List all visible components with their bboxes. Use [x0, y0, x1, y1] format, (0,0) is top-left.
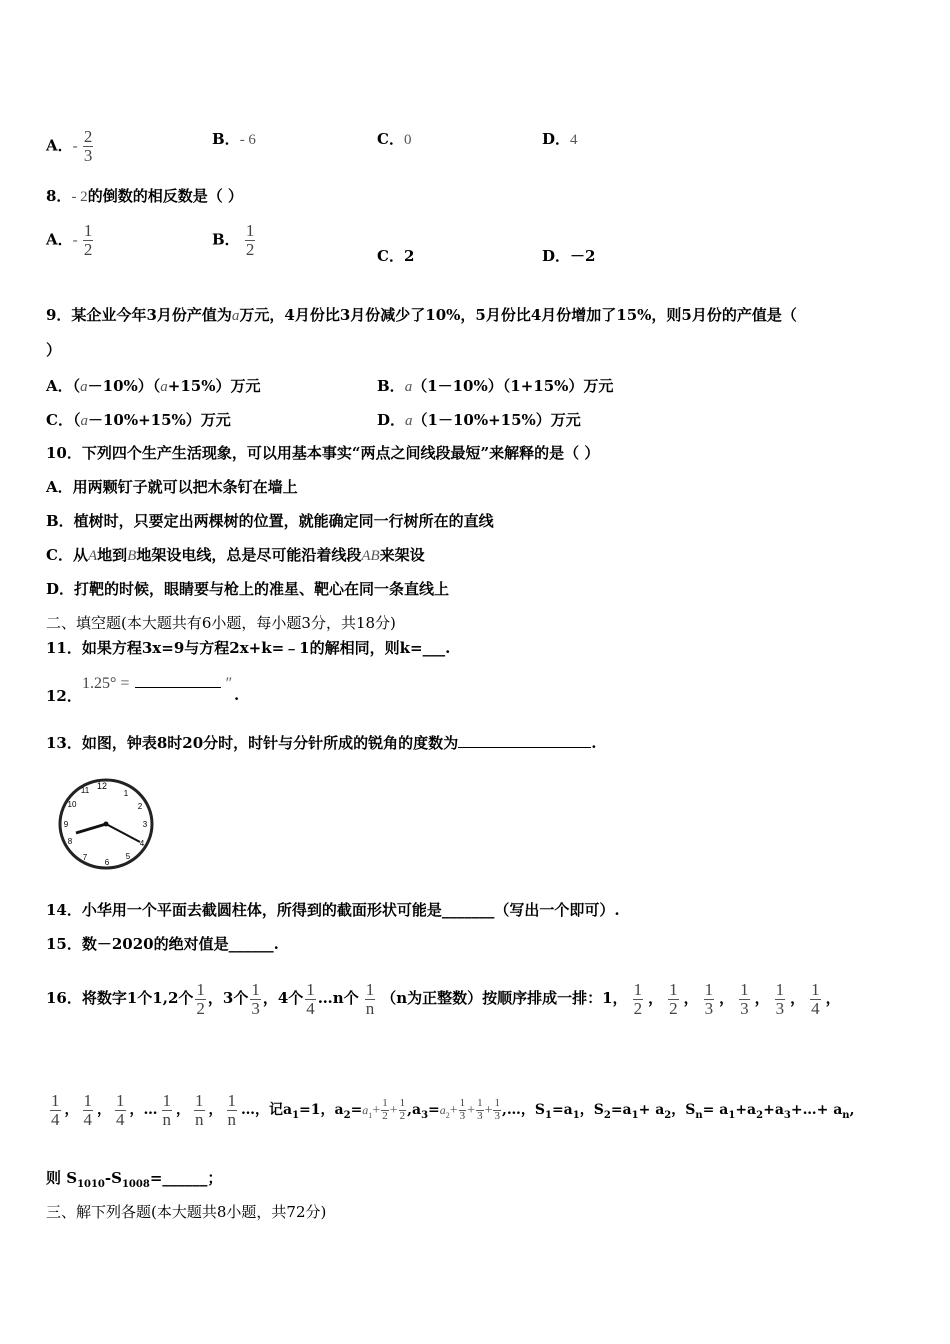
- q10-option-a: A．用两颗钉子就可以把木条钉在墙上: [46, 478, 298, 496]
- q7-option-d: D．4: [542, 130, 578, 148]
- q7-a-fraction: $\frac{2}{3}$: [83, 127, 93, 165]
- q8-option-b: B． $\frac{1}{2}$: [212, 221, 255, 259]
- q9-stem-end: ）: [46, 341, 62, 359]
- q7-option-a: A．- $\frac{2}{3}$: [46, 127, 93, 165]
- q8-option-c: C．2: [377, 247, 415, 265]
- q9-option-b: B．a（1－10%）（1+15%）万元: [377, 377, 614, 395]
- clock-number: 5: [125, 852, 131, 861]
- section-2-title: 二、填空题(本大题共有6小题，每小题3分，共18分): [46, 614, 396, 632]
- q16-line2: $\frac{1}{4}$ ， $\frac{1}{4}$ ， $\frac{1}{4}$ ，… $\frac{1}{n}$ ， $\frac{1}{n}$ ， $\frac{1}{n}$ …，记$a_1=1$，$a_2=a_1+$ $\frac{1}{2}$ + $\frac{1}{2}$ $,a_3=a_2+$ $\frac{1}{3}$ + $\frac{1}{3}$ + $\frac{1}{3}$ ,…，$S_1=a_1$，$S_2=a_1+ a_2$，$S_n=$ $a_1+a_2+a_3+\dots+ a_n$,: [51, 1090, 855, 1129]
- clock-number: 1: [123, 789, 129, 798]
- q12-expression: 1.25° = ″: [82, 675, 233, 692]
- section-3-title: 三、解下列各题(本大题共8小题，共72分): [46, 1203, 327, 1221]
- clock-number: 12: [96, 781, 108, 791]
- q12-number: 12．: [46, 687, 82, 705]
- q13: 13．如图，钟表8时20分时，时针与分针所成的锐角的度数为 .: [46, 734, 597, 752]
- q7-option-b: B．- 6: [212, 130, 256, 148]
- q16-line1: 16．将数字1个1,2个 $\frac{1}{2}$ ，3个 $\frac{1}{3}$ ，4个 $\frac{1}{4}$ …n个 $\frac{1}{n}$ （n为正整数）按顺序排成一排：1， $\frac{1}{2}$ ， $\frac{1}{2}$ ， $\frac{1}{3}$ ， $\frac{1}{3}$ ， $\frac{1}{3}$ ， $\frac{1}{4}$ ，: [46, 979, 841, 1018]
- q9-option-a: A．（a－10%）（a+15%）万元: [46, 377, 261, 395]
- clock-number: 2: [137, 802, 143, 811]
- q9-stem: 9．某企业今年3月份产值为a万元，4月份比3月份减少了10%，5月份比4月份增加了15%，则5月份的产值是（: [46, 306, 797, 324]
- clock-number: 3: [142, 820, 148, 829]
- q8-option-a: A．- $\frac{1}{2}$: [46, 221, 93, 259]
- clock-center: [104, 822, 109, 827]
- q11: 11．如果方程3x=9与方程2x+k=﹣1的解相同，则k=___.: [46, 639, 451, 657]
- q13-blank[interactable]: [458, 747, 591, 748]
- clock-number: 6: [104, 858, 110, 867]
- clock-number: 4: [139, 839, 145, 848]
- q8-option-d: D．－2: [542, 247, 596, 265]
- q9-option-d: D．a（1－10%+15%）万元: [377, 411, 581, 429]
- clock-number: 7: [82, 853, 88, 862]
- clock-number: 9: [63, 820, 69, 829]
- q12-blank[interactable]: [135, 687, 221, 688]
- clock-number: 11: [80, 786, 90, 795]
- q8-stem: 8．- 2的倒数的相反数是（ ）: [46, 187, 243, 205]
- q15: 15．数－2020的绝对值是______.: [46, 935, 279, 953]
- q10-stem: 10．下列四个生产生活现象，可以用基本事实“两点之间线段最短”来解释的是（ ）: [46, 444, 600, 462]
- q10-option-d: D．打靶的时候，眼睛要与枪上的准星、靶心在同一条直线上: [46, 580, 450, 598]
- hour-hand: [76, 824, 106, 833]
- clock-number: 10: [67, 800, 77, 809]
- q7-option-c: C．0: [377, 130, 412, 148]
- clock-figure: [56, 776, 156, 872]
- q10-option-b: B．植树时，只要定出两棵树的位置，就能确定同一行树所在的直线: [46, 512, 494, 530]
- q10-option-c: C．从A地到B地架设电线，总是尽可能沿着线段AB来架设: [46, 546, 425, 564]
- q14: 14．小华用一个平面去截圆柱体，所得到的截面形状可能是_______（写出一个即可）.: [46, 901, 620, 919]
- q16-last: 则 $S_{1010}-S_{1008}=\_\_\_\_\_\_$；: [46, 1169, 223, 1190]
- minute-hand: [106, 824, 140, 842]
- clock-number: 8: [67, 837, 73, 846]
- q9-option-c: C．（a－10%+15%）万元: [46, 411, 231, 429]
